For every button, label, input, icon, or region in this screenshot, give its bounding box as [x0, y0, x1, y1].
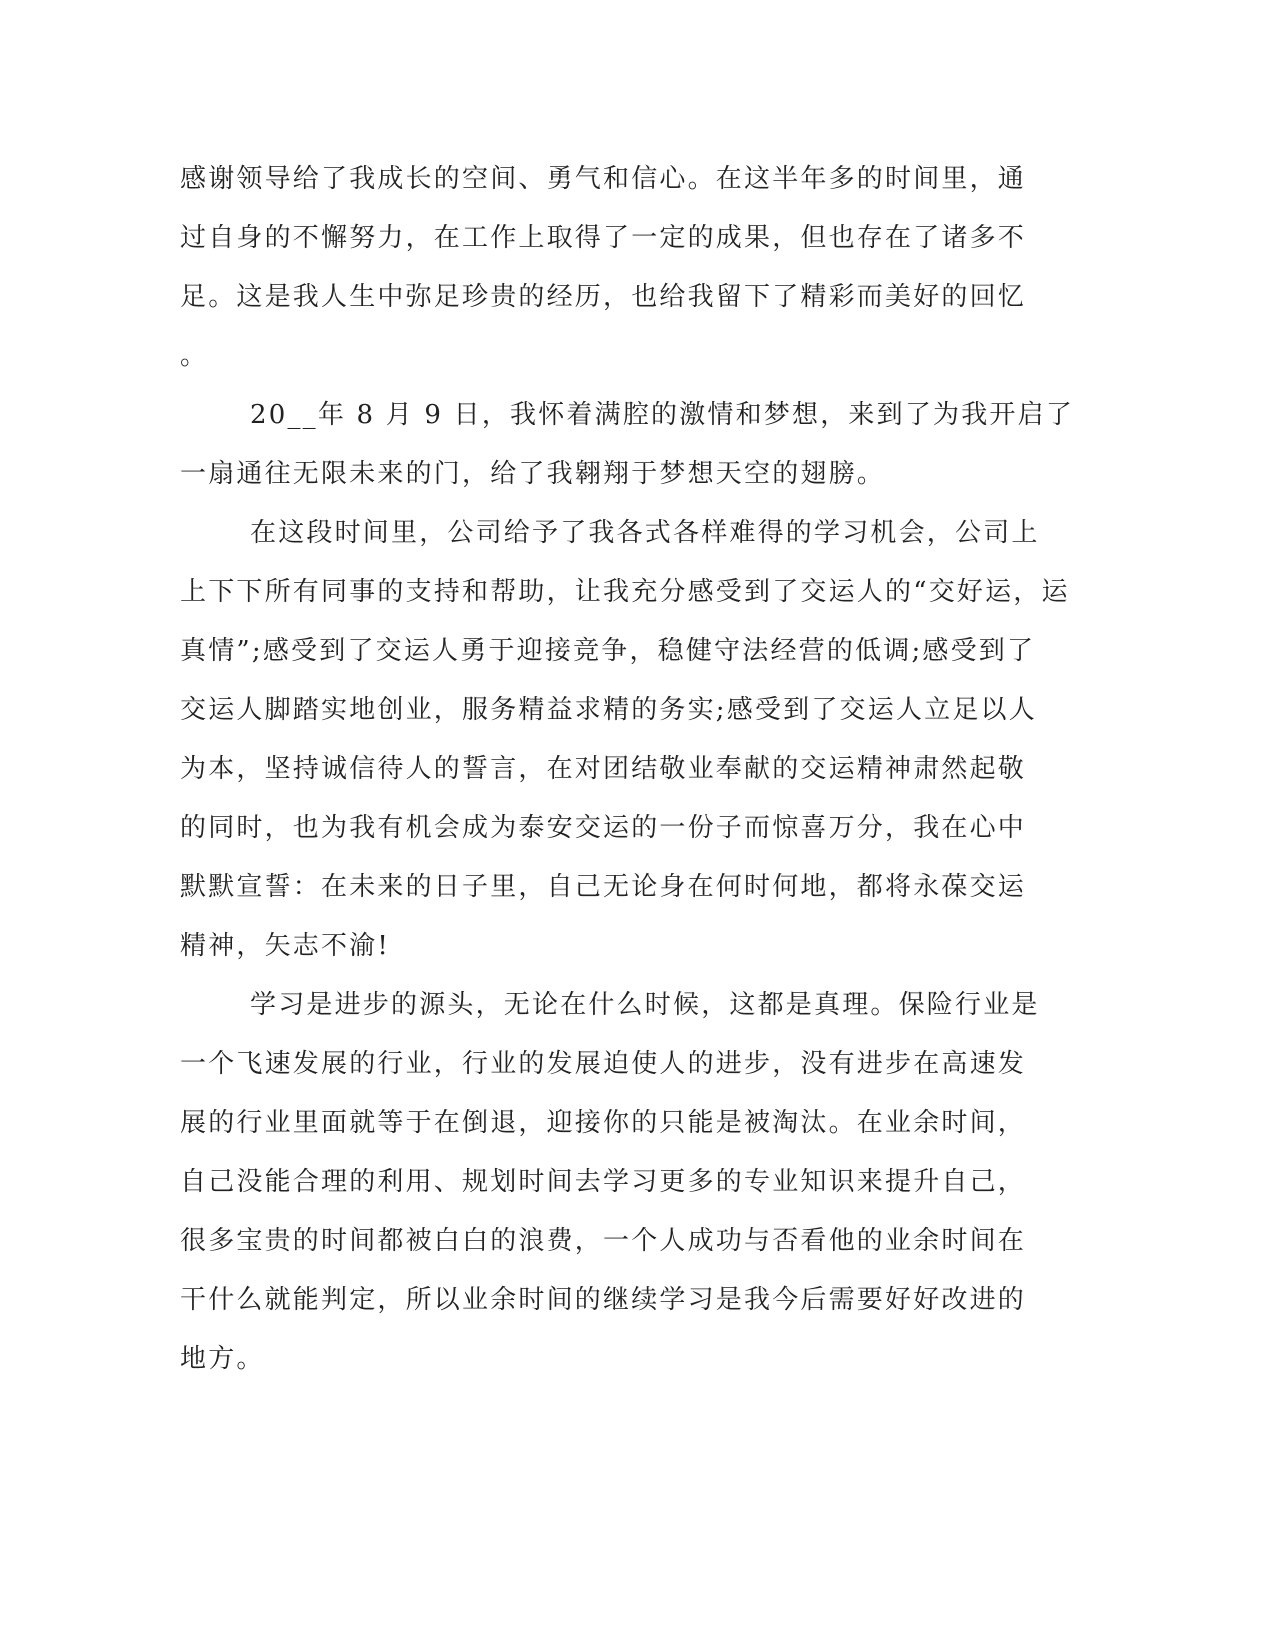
text-line: 的同时，也为我有机会成为泰安交运的一份子而惊喜万分，我在心中 — [180, 813, 1027, 843]
text-line: 地方。 — [180, 1344, 265, 1374]
paragraph-1 — [180, 150, 1050, 386]
text-line: 一个飞速发展的行业，行业的发展迫使人的进步，没有进步在高速发 — [180, 1049, 1027, 1079]
text-line: 为本，坚持诚信待人的誓言，在对团结敬业奉献的交运精神肃然起敬 — [180, 754, 1027, 784]
text-line: 一扇通往无限未来的门，给了我翱翔于梦想天空的翅膀。 — [180, 459, 886, 489]
text-line: 真情”;感受到了交运人勇于迎接竞争，稳健守法经营的低调;感受到了 — [180, 636, 1036, 666]
text-line: 上下下所有同事的支持和帮助，让我充分感受到了交运人的“交好运，运 — [180, 577, 1070, 607]
text-line: 。 — [180, 341, 209, 371]
text-line: 默默宣誓：在未来的日子里，自己无论身在何时何地，都将永葆交运 — [180, 872, 1027, 902]
text-line: 20__年 8 月 9 日，我怀着满腔的激情和梦想，来到了为我开启了 — [250, 400, 1075, 430]
text-line: 感谢领导给了我成长的空间、勇气和信心。在这半年多的时间里，通 — [180, 164, 1027, 194]
document-body — [180, 150, 1075, 1389]
paragraph-2 — [180, 386, 1075, 504]
text-line: 展的行业里面就等于在倒退，迎接你的只能是被淘汰。在业余时间， — [180, 1108, 1027, 1138]
text-line: 过自身的不懈努力，在工作上取得了一定的成果，但也存在了诸多不 — [180, 223, 1027, 253]
text-line: 学习是进步的源头，无论在什么时候，这都是真理。保险行业是 — [250, 990, 1040, 1020]
paragraph-3 — [180, 504, 1070, 976]
text-line: 精神，矢志不渝! — [180, 931, 391, 961]
text-line: 交运人脚踏实地创业，服务精益求精的务实;感受到了交运人立足以人 — [180, 695, 1037, 725]
text-line: 自己没能合理的利用、规划时间去学习更多的专业知识来提升自己， — [180, 1167, 1027, 1197]
text-line: 足。这是我人生中弥足珍贵的经历，也给我留下了精彩而美好的回忆 — [180, 282, 1027, 312]
text-line: 在这段时间里，公司给予了我各式各样难得的学习机会，公司上 — [250, 518, 1040, 548]
text-line: 干什么就能判定，所以业余时间的继续学习是我今后需要好好改进的 — [180, 1285, 1027, 1315]
text-line: 很多宝贵的时间都被白白的浪费，一个人成功与否看他的业余时间在 — [180, 1226, 1027, 1256]
paragraph-4 — [180, 976, 1050, 1389]
